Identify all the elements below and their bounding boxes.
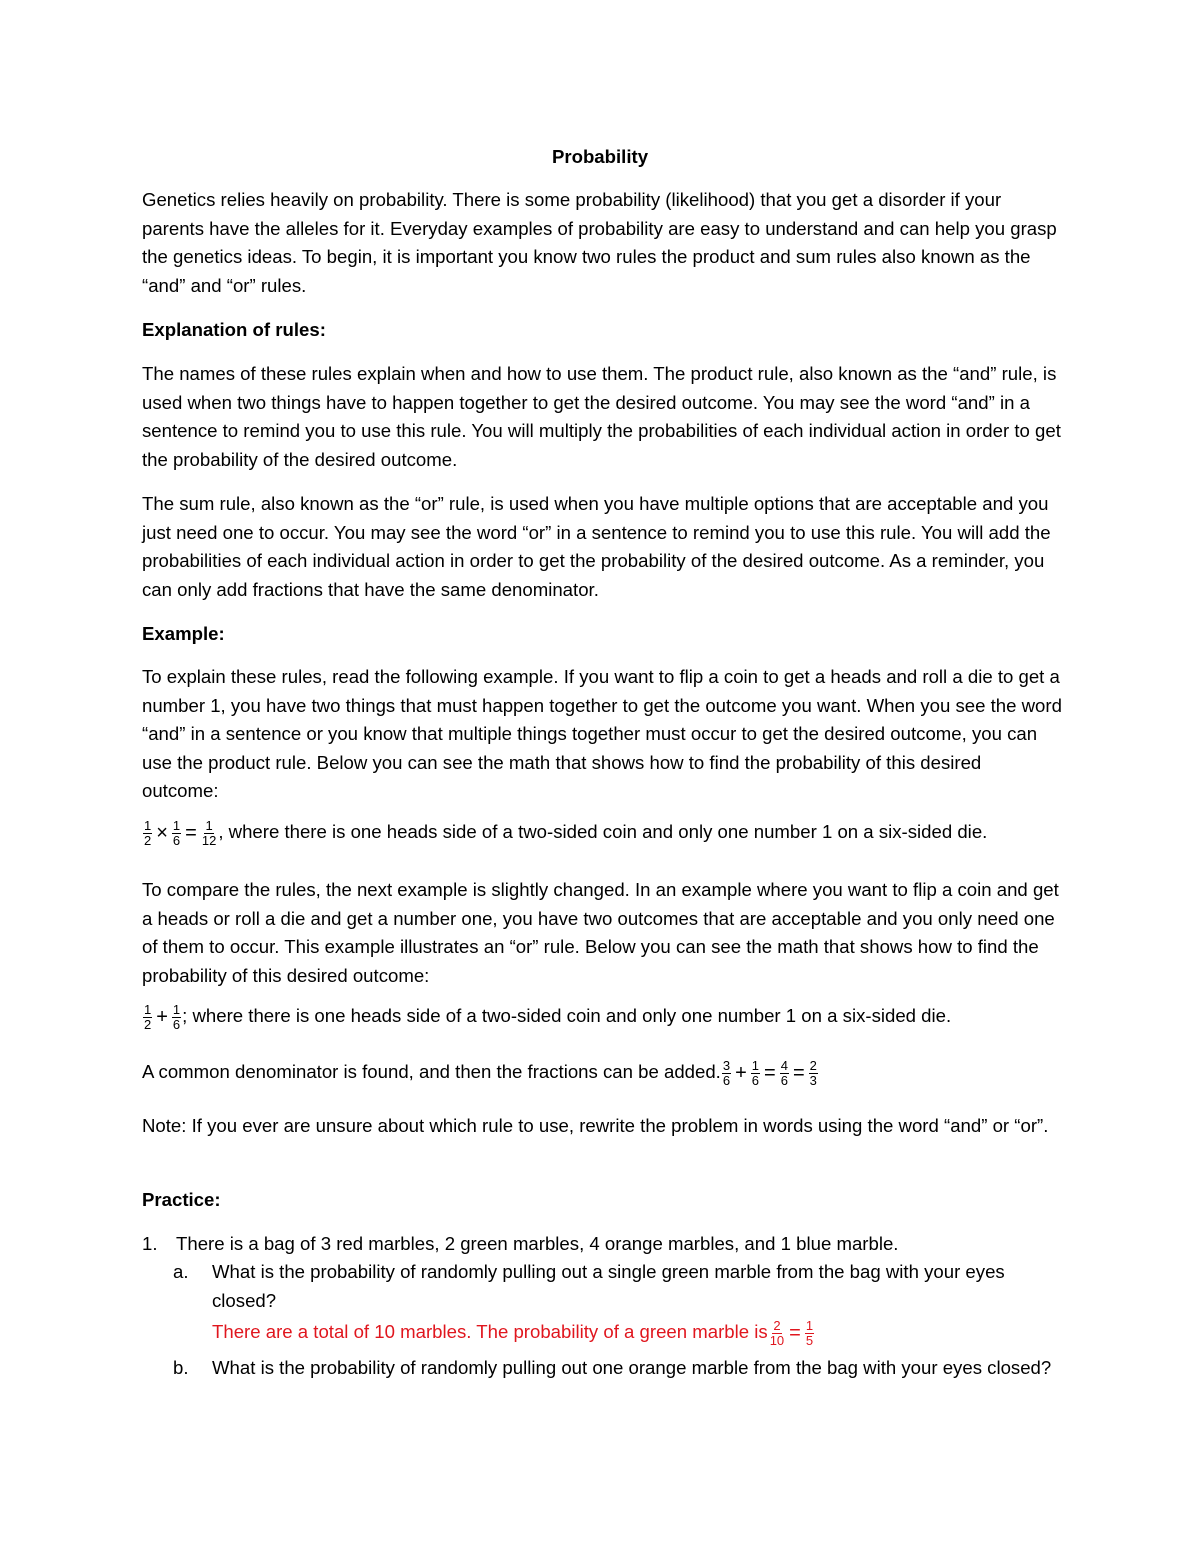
- answer-1a: [212, 1318, 972, 1348]
- rules-text-2: The sum rule, also known as the “or” rule, is used when you have multiple options that are acceptable and you just need one to occur. You may see the word “or” in a sentence to remind you to use this rule. You will add the probabilities of each individual action in order to get the probability of the desired outcome. As a reminder, you can only add fractions that have the same denominator.: [142, 493, 1051, 600]
- equation-explanation: ; where there is one heads side of a two-sided coin and only one number 1 on a six-sided die.: [182, 1005, 952, 1026]
- list-marker: b.: [173, 1357, 189, 1378]
- example-text-2: To compare the rules, the next example is slightly changed. In an example where you want to flip a coin and get a heads or roll a die and get a number one, you have two outcomes that are acceptable and you only need one of them to occur. This example illustrates an “or” rule. Below you can see the math that shows how to find the probability of this desired outcome:: [142, 879, 1059, 986]
- denominator: 6: [172, 1016, 181, 1032]
- fraction: [143, 819, 152, 848]
- fraction: [809, 1059, 818, 1088]
- fraction: [722, 1059, 731, 1088]
- fraction: [172, 819, 181, 848]
- rules-heading: Explanation of rules:: [142, 319, 326, 340]
- note-paragraph: [142, 1112, 1062, 1141]
- common-denominator-line: [142, 1058, 1062, 1088]
- equals-sign: =: [789, 1321, 801, 1344]
- numerator: 2: [809, 1057, 817, 1073]
- denominator: 10: [769, 1332, 785, 1348]
- numerator: 1: [144, 817, 152, 833]
- equals-sign: =: [792, 1061, 805, 1084]
- common-denominator-text: A common denominator is found, and then the fractions can be added.: [142, 1061, 721, 1082]
- example-paragraph-2: [142, 876, 1062, 990]
- numerator: 1: [205, 817, 213, 833]
- denominator: 2: [144, 1016, 152, 1032]
- note-text: Note: If you ever are unsure about which rule to use, rewrite the problem in words using the word “and” or “or”.: [142, 1115, 1049, 1136]
- numerator: 1: [805, 1317, 814, 1333]
- plus-sign: +: [156, 1005, 168, 1028]
- page-title: Probability: [551, 146, 649, 167]
- multiply-sign: ×: [156, 821, 168, 844]
- fraction: [172, 1003, 181, 1032]
- denominator: 6: [751, 1072, 760, 1088]
- rules-paragraph-2: [142, 490, 1062, 604]
- fraction: [769, 1319, 785, 1348]
- question-text: What is the probability of randomly pulling out a single green marble from the bag with your eyes closed?: [212, 1261, 1005, 1311]
- list-marker: a.: [173, 1261, 189, 1282]
- numerator: 1: [172, 817, 181, 833]
- example-heading: Example:: [142, 623, 225, 644]
- practice-heading: Practice:: [142, 1189, 221, 1210]
- example-paragraph-1: [142, 663, 1062, 806]
- numerator: 2: [773, 1317, 781, 1333]
- denominator: 6: [172, 832, 181, 848]
- fraction: [805, 1319, 814, 1348]
- numerator: 1: [144, 1001, 152, 1017]
- equals-sign: =: [764, 1061, 776, 1084]
- equals-sign: =: [185, 821, 197, 844]
- denominator: 12: [201, 832, 217, 848]
- denominator: 5: [805, 1332, 814, 1348]
- numerator: 3: [722, 1057, 731, 1073]
- denominator: 3: [809, 1072, 817, 1088]
- product-rule-equation: [142, 818, 1062, 848]
- numerator: 1: [172, 1001, 181, 1017]
- denominator: 6: [722, 1072, 731, 1088]
- intro-paragraph: [142, 186, 1062, 300]
- question-text: What is the probability of randomly pulling out one orange marble from the bag with your eyes closed?: [212, 1357, 1052, 1378]
- question-text: There is a bag of 3 red marbles, 2 green marbles, 4 orange marbles, and 1 blue marble.: [176, 1233, 899, 1254]
- rules-text-1: The names of these rules explain when and how to use them. The product rule, also known as the “and” rule, is used when two things have to happen together to get the desired outcome. You may see the word “and” in a sentence to remind you to use this rule. You will multiply the probabilities of each individual action in order to get the probability of the desired outcome.: [142, 363, 1061, 470]
- equation-explanation: , where there is one heads side of a two-sided coin and only one number 1 on a six-sided die.: [218, 821, 988, 842]
- denominator: 6: [780, 1072, 788, 1088]
- plus-sign: +: [735, 1061, 747, 1084]
- intro-text: Genetics relies heavily on probability. There is some probability (likelihood) that you get a disorder if your parents have the alleles for it. Everyday examples of probability are easy to understand and can help you grasp the genetics ideas. To begin, it is important you know two rules the product and sum rules also known as the “and” and “or” rules.: [142, 189, 1057, 296]
- denominator: 2: [144, 832, 152, 848]
- list-marker: 1.: [142, 1233, 158, 1254]
- example-text-1: To explain these rules, read the following example. If you want to flip a coin to get a heads and roll a die to get a number 1, you have two things that must happen together to get the outcome you want. When you see the word “and” in a sentence or you know that multiple things together must occur to get the desired outcome, you can use the product rule. Below you can see the math that shows how to find the probability of this desired outcome:: [142, 666, 1062, 801]
- fraction: [143, 1003, 152, 1032]
- answer-text: There are a total of 10 marbles. The probability of a green marble is: [212, 1321, 768, 1342]
- fraction: [201, 819, 217, 848]
- fraction: [751, 1059, 760, 1088]
- fraction: [780, 1059, 789, 1088]
- numerator: 1: [751, 1057, 760, 1073]
- rules-paragraph-1: [142, 360, 1062, 474]
- sum-rule-equation: [142, 1002, 1062, 1032]
- numerator: 4: [780, 1057, 788, 1073]
